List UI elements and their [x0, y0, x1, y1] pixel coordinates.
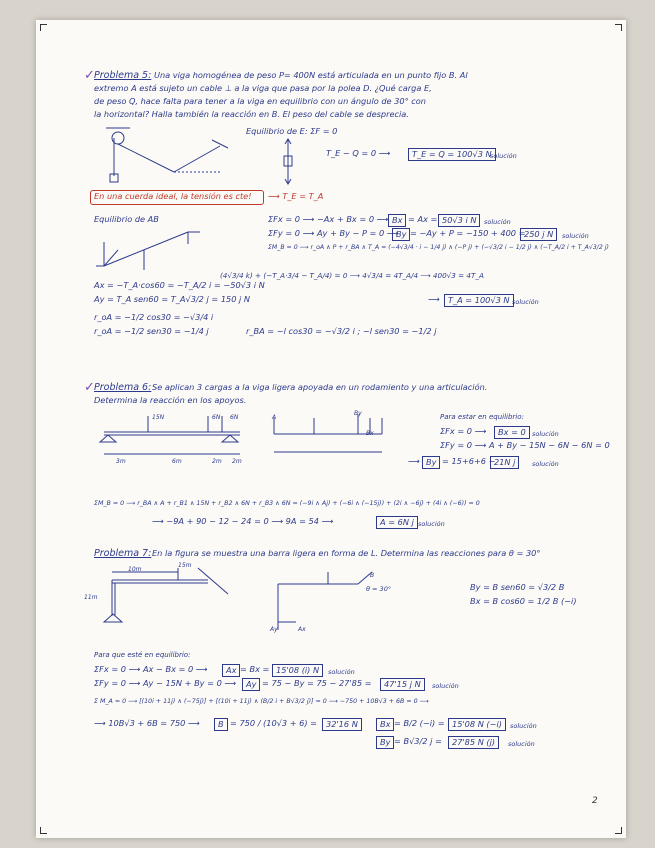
p5-text-line: Una viga homogénea de peso P= 400N está articulada en un punto fijo B. Al — [154, 70, 468, 80]
p5-eq2-result: 250 j N — [520, 228, 557, 241]
p6-fy-mid: = 15+6+6 − — [442, 456, 496, 466]
solucion-label: solución — [532, 460, 559, 468]
p6-dim-label: 3m — [116, 458, 126, 465]
p5-title: Problema 5: — [94, 70, 152, 81]
p7-b-var: B — [214, 718, 228, 731]
solucion-label: solución — [432, 682, 459, 690]
p5-note-result: ⟶ T_E = T_A — [268, 191, 324, 201]
p6-a-result: A = 6N j — [376, 516, 418, 529]
p7-free-body — [268, 568, 378, 632]
solucion-label: solución — [512, 298, 539, 306]
p6-cond: Para estar en equilibrio: — [440, 413, 524, 421]
p6-text-line: Se aplican 3 cargas a la viga ligera apoyada en un rodamiento y una articulación. — [152, 382, 488, 392]
p7-cond: Para que esté en equilibrio: — [94, 651, 191, 659]
p5-eq1-var: Bx — [388, 214, 406, 227]
p6-dim-label: 2m — [212, 458, 222, 465]
p6-title: Problema 6: — [94, 382, 152, 393]
p7-e2: ΣFy = 0 ⟶ Ay − 15N + By = 0 ⟶ — [94, 678, 237, 688]
p7-ay-result: 47'15 j N — [380, 678, 425, 691]
p7-l-beam-diagram — [98, 564, 238, 626]
solucion-label: solución — [418, 520, 445, 528]
p6-beam-diagram — [98, 412, 248, 460]
p7-e4-mid: = 750 / (10√3 + 6) = — [230, 718, 318, 728]
p7-dim-label: 15m — [178, 562, 192, 569]
p5-result-te: T_E = Q = 100√3 N — [408, 148, 496, 161]
p5-text-line: la horizontal? Halla también la reacción en B. El peso del cable se desprecia. — [94, 109, 409, 119]
p7-e1-mid: = Bx = — [240, 664, 270, 674]
p7-fb-label: Ay — [270, 626, 278, 633]
check-mark-icon: ✓ — [84, 380, 95, 395]
p6-text-line: Determina la reacción en los apoyos. — [94, 395, 247, 405]
p7-bx-line: Bx = B cos60 = 1/2 B (−i) — [470, 596, 577, 606]
p5-eq2: ΣFy = 0 ⟶ Ay + By − P = 0 ⟶ — [268, 228, 399, 238]
p5-eq3: ΣM_B = 0 ⟶ r_oA ∧ P + r_BA ∧ T_A = (−4√3/4 · i − 1/4 j) ∧ (−P j) + (−√3/2 i − 1/2 j) ∧ (−T_A/2 i + T_A√3/2 j) — [268, 244, 609, 251]
p5-eq1-mid: = Ax = — [408, 214, 438, 224]
p5-free-body-ab — [94, 226, 204, 274]
p5-eq4-arrow: ⟶ — [428, 294, 440, 304]
p5-roa2-line: r_oA = −1/2 sen30 = −1/4 j — [94, 326, 209, 336]
check-mark-icon: ✓ — [84, 68, 95, 83]
solucion-label: solución — [484, 218, 511, 226]
p7-dim-label: 10m — [128, 566, 142, 573]
solucion-label: solución — [510, 722, 537, 730]
p5-eq4-result: T_A = 100√3 N — [444, 294, 514, 307]
p5-equil-ab-label: Equilibrio de AB — [94, 214, 159, 224]
solucion-label: solución — [328, 668, 355, 676]
p5-text-line: extremo A está sujeto un cable ⊥ a la viga que pasa por la polea D. ¿Qué carga E, — [94, 83, 432, 93]
p7-ay-var: Ay — [242, 678, 260, 691]
p7-text-line: En la figura se muestra una barra ligera en forma de L. Determina las reacciones para θ = 30° — [152, 548, 541, 558]
p7-e1: ΣFx = 0 ⟶ Ax − Bx = 0 ⟶ — [94, 664, 208, 674]
p5-eq2-mid: = −Ay + P = −150 + 400 = — [410, 228, 526, 238]
page-number: 2 — [592, 796, 598, 806]
solucion-label: solución — [532, 430, 559, 438]
p7-title: Problema 7: — [94, 548, 152, 559]
p6-fx-result: Bx = 0 — [494, 426, 530, 439]
corner-mark — [615, 24, 622, 31]
p6-load-label: 6N — [212, 414, 221, 421]
p5-rba-line: r_BA = −l cos30 = −√3/2 i ; −l sen30 = −1/2 j — [246, 326, 437, 336]
p5-eq-te: T_E − Q = 0 ⟶ — [326, 148, 391, 158]
p7-by-mid: = B√3/2 j = — [394, 736, 442, 746]
p6-moment-eq2: ⟶ −9A + 90 − 12 − 24 = 0 ⟶ 9A = 54 ⟶ — [152, 516, 334, 526]
p6-fb-label: Bx — [366, 430, 374, 437]
p7-e3: Σ M_A = 0 ⟶ [(10i + 11j) ∧ (−75j)] + [(10i + 11j) ∧ (B/2 i + B√3/2 j)] = 0 ⟶ −750 + 10B√3 + 6B = 0 ⟶ — [94, 698, 429, 705]
p6-dim-label: 6m — [172, 458, 182, 465]
p7-ax-var: Ax — [222, 664, 240, 677]
corner-mark — [615, 827, 622, 834]
solucion-label: solución — [508, 740, 535, 748]
p5-ax-line: Ax = −T_A·cos60 = −T_A/2 i = −50√3 i N — [94, 280, 265, 290]
p7-e2-mid: = 75 − By = 75 − 27'85 = — [262, 678, 372, 688]
solucion-label: solución — [490, 152, 517, 160]
p6-fy-arrow: ⟶ — [408, 456, 420, 466]
p7-b-result: 32'16 N — [322, 718, 362, 731]
p5-beam-diagram — [102, 126, 232, 184]
p7-by-line: By = B sen60 = √3/2 B — [470, 582, 565, 592]
corner-mark — [40, 827, 47, 834]
p5-roa-line: r_oA = −1/2 cos30 = −√3/4 i — [94, 312, 214, 322]
p5-note: En una cuerda ideal, la tensión es cte! — [94, 191, 252, 201]
solucion-label: solución — [562, 232, 589, 240]
p7-fb-label: B — [370, 572, 375, 579]
p6-by-var: By — [422, 456, 440, 469]
p7-fb-label: θ = 30° — [366, 585, 392, 593]
p5-eq4: (4√3/4 k) + (−T_A·3/4 − T_A/4) = 0 ⟶ 4√3/4 = 4T_A/4 ⟶ 400√3 = 4T_A — [220, 271, 484, 280]
notebook-page — [36, 20, 626, 838]
p7-ax-result: 15'08 (i) N — [272, 664, 323, 677]
p6-fb-label: By — [354, 410, 362, 417]
p7-e4: ⟶ 10B√3 + 6B = 750 ⟶ — [94, 718, 200, 728]
p5-eq2-var: By — [392, 228, 410, 241]
p5-text-line: de peso Q, hace falta para tener a la viga en equilibrio con un ángulo de 30° con — [94, 96, 426, 106]
p5-eq1-result: 50√3 i N — [438, 214, 480, 227]
p6-moment-eq: ΣM_B = 0 ⟶ r_BA ∧ A + r_B1 ∧ 15N + r_B2 ∧ 6N + r_B3 ∧ 6N = (−9i ∧ Aj) + (−6i ∧ (−15j)) + (2i ∧ −6j) + (4i ∧ (−6)) = 0 — [94, 500, 480, 507]
p6-fy: ΣFy = 0 ⟶ A + By − 15N − 6N − 6N = 0 — [440, 440, 610, 450]
p5-free-body-e — [282, 138, 302, 186]
p5-ay-line: Ay = T_A sen60 = T_A√3/2 j = 150 j N — [94, 294, 251, 304]
p5-eq1: ΣFx = 0 ⟶ −Ax + Bx = 0 ⟶ — [268, 214, 389, 224]
corner-mark — [40, 24, 47, 31]
p6-by-result: 21N j — [490, 456, 519, 469]
p7-bx-result: 15'08 N (−i) — [448, 718, 506, 731]
p6-fb-label: A — [272, 414, 277, 421]
p7-bx-mid: = B/2 (−i) = — [394, 718, 445, 728]
p7-by-var: By — [376, 736, 394, 749]
p6-dim-label: 2m — [232, 458, 242, 465]
p7-bx-var: Bx — [376, 718, 394, 731]
p6-fx: ΣFx = 0 ⟶ — [440, 426, 487, 436]
p5-equil-e-label: Equilibrio de E: ΣF = 0 — [246, 126, 338, 136]
p7-by-result: 27'85 N (j) — [448, 736, 499, 749]
p7-fb-label: Ax — [298, 626, 306, 633]
p6-load-label: 6N — [230, 414, 239, 421]
p7-dim-label: 11m — [84, 594, 98, 601]
p6-load-label: 15N — [152, 414, 165, 421]
